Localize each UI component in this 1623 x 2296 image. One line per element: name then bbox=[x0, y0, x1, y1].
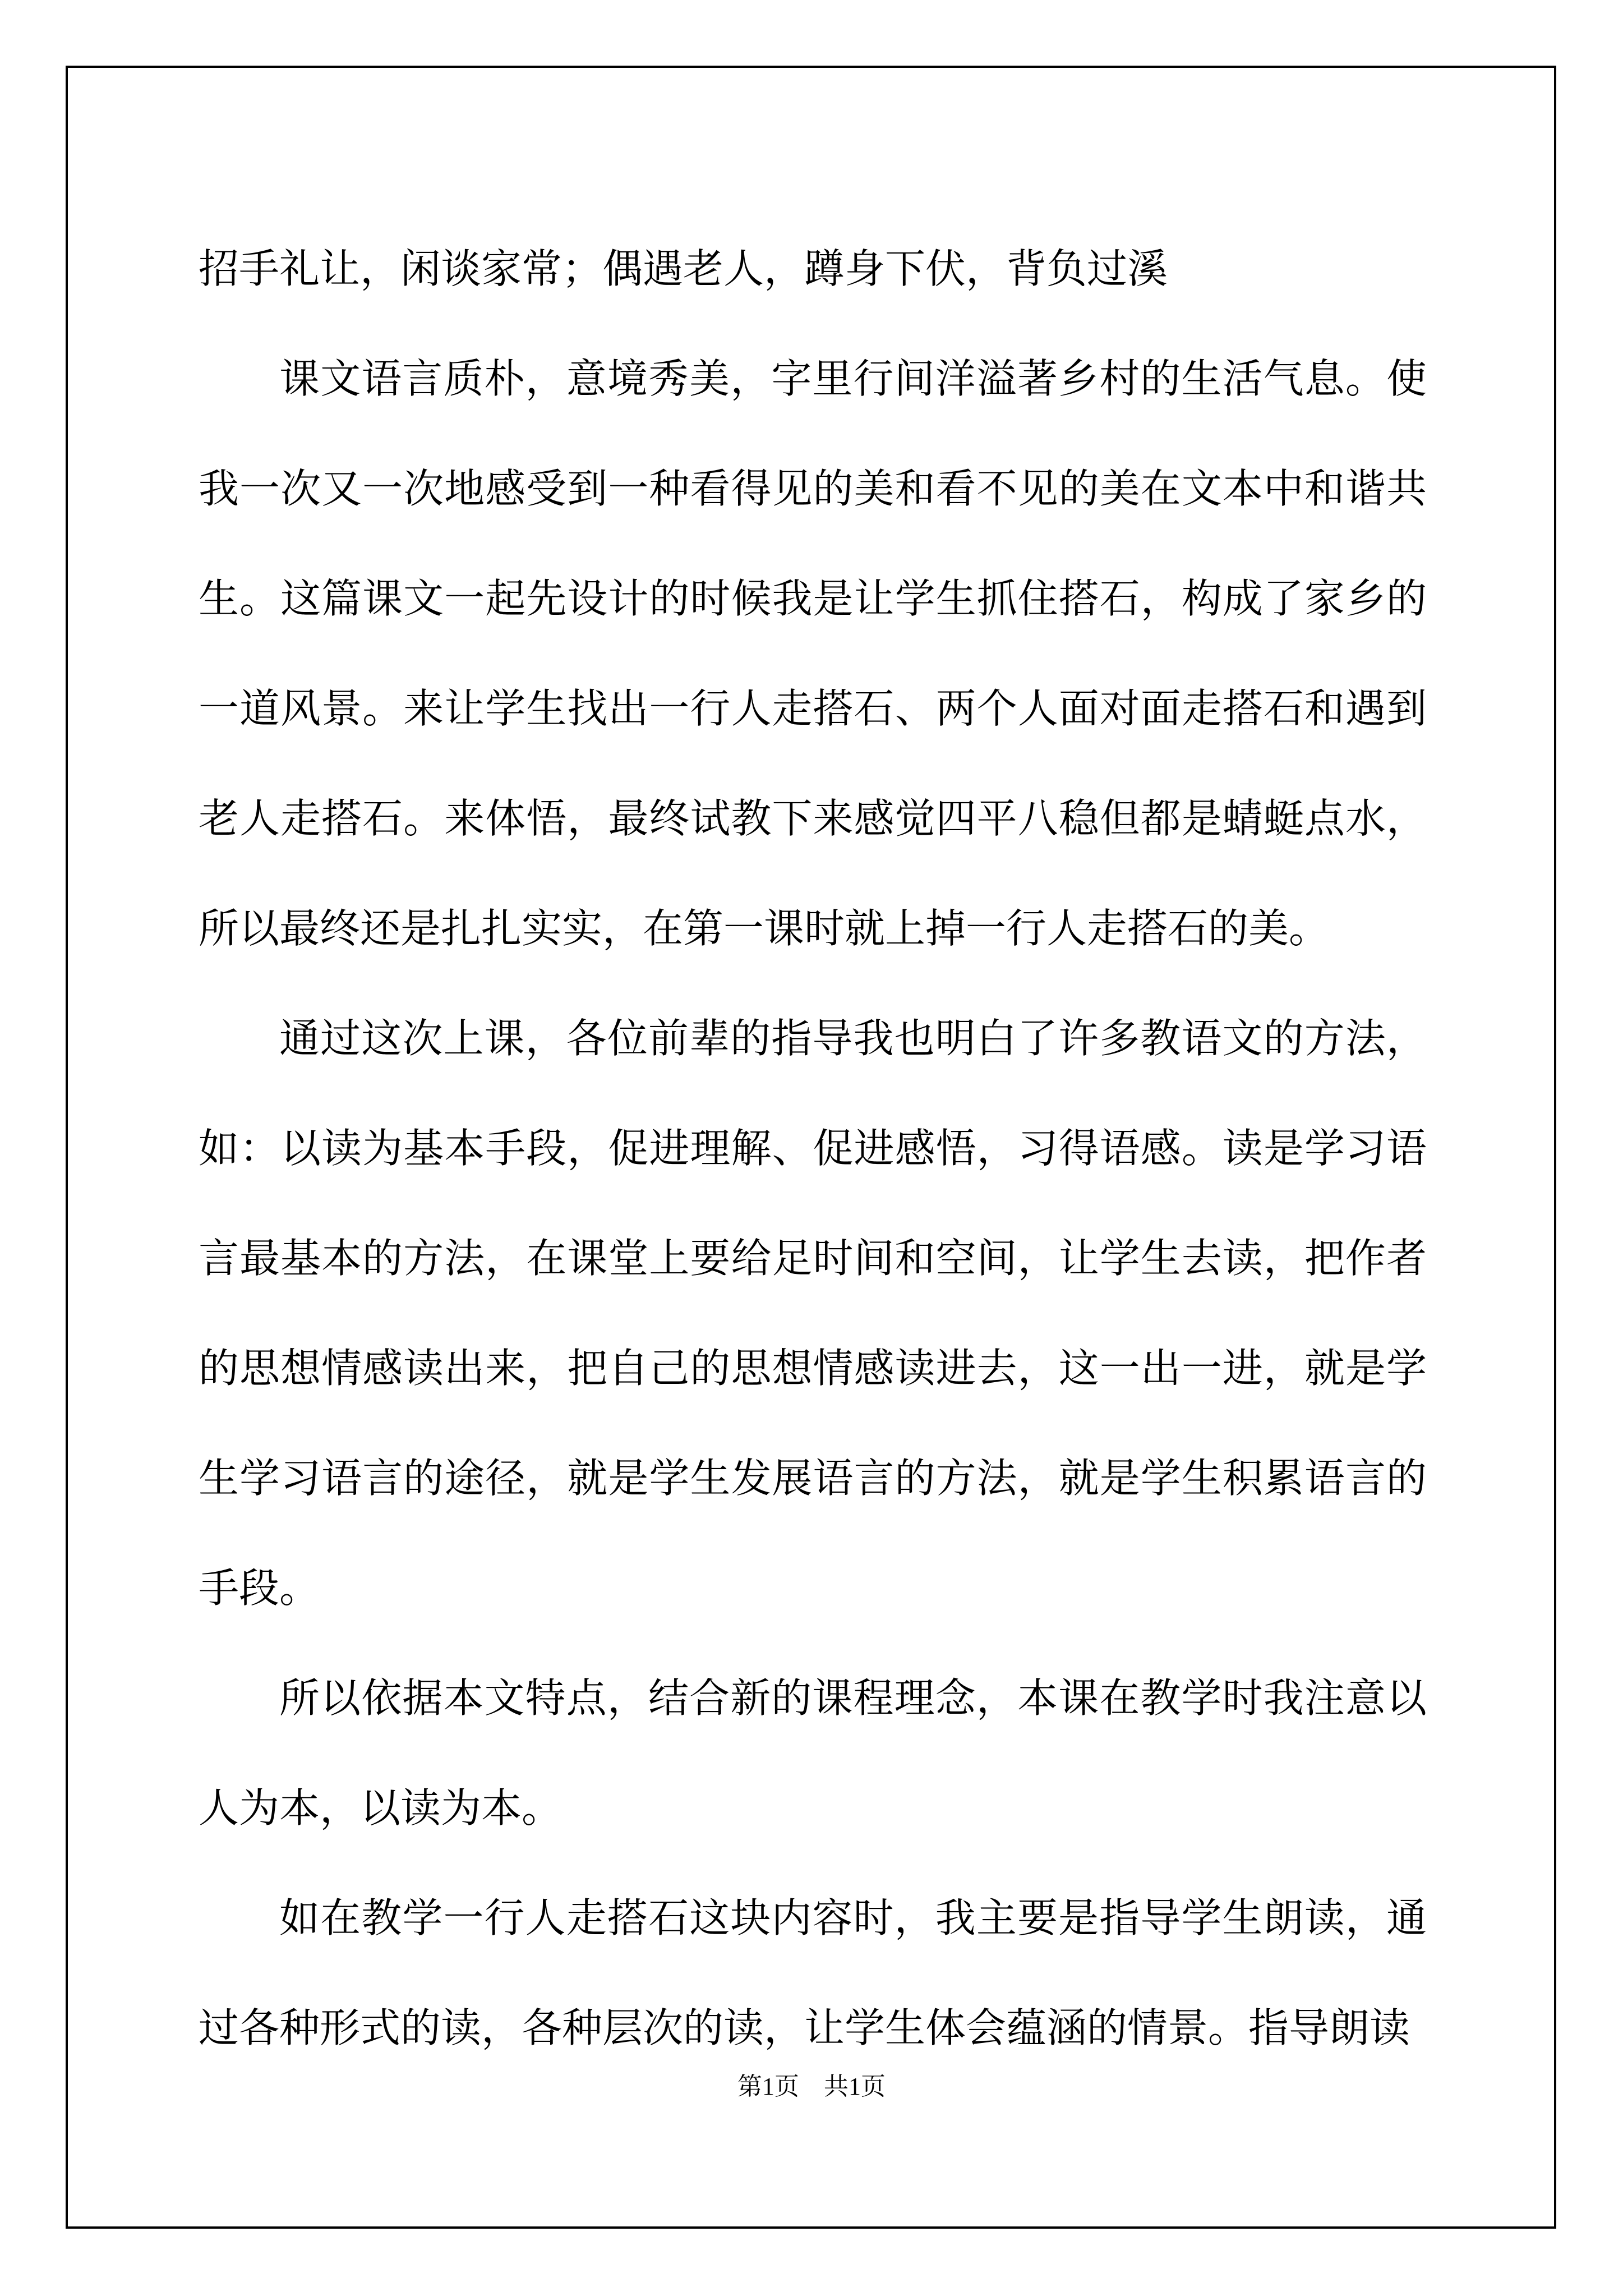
paragraph-1: 招手礼让，闲谈家常；偶遇老人，蹲身下伏，背负过溪 bbox=[199, 245, 1168, 292]
paragraph-4: 所以依据本文特点，结合新的课程理念，本课在教学时我注意以人为本，以读为本。 bbox=[199, 1674, 1427, 1832]
paragraph-3: 通过这次上课，各位前辈的指导我也明白了许多教语文的方法，如：以读为基本手段，促进理解、促进感悟，习得语感。读是学习语言最基本的方法，在课堂上要给足时间和空间，让学生去读，把作者的思想情感读出来，把自己的思想情感读进去，这一出一进，就是学生学习语言的途径，就是学生发展语言的方法，就是学生积累语言的手段。 bbox=[199, 1015, 1427, 1612]
page-number-footer: 第1页 共1页 bbox=[737, 2073, 886, 2100]
paragraph-5: 如在教学一行人走搭石这块内容时，我主要是指导学生朗读，通过各种形式的读，各种层次的读，让学生体会蕴涵的情景。指导朗读 bbox=[199, 1894, 1427, 2051]
document-body bbox=[199, 214, 1427, 2083]
paragraph-2: 课文语言质朴，意境秀美，字里行间洋溢著乡村的生活气息。使我一次又一次地感受到一种看得见的美和看不见的美在文本中和谐共生。这篇课文一起先设计的时候我是让学生抓住搭石，构成了家乡的一道风景。来让学生找出一行人走搭石、两个人面对面走搭石和遇到老人走搭石。来体悟，最终试教下来感觉四平八稳但都是蜻蜓点水，所以最终还是扎扎实实，在第一课时就上掉一行人走搭石的美。 bbox=[199, 355, 1427, 952]
